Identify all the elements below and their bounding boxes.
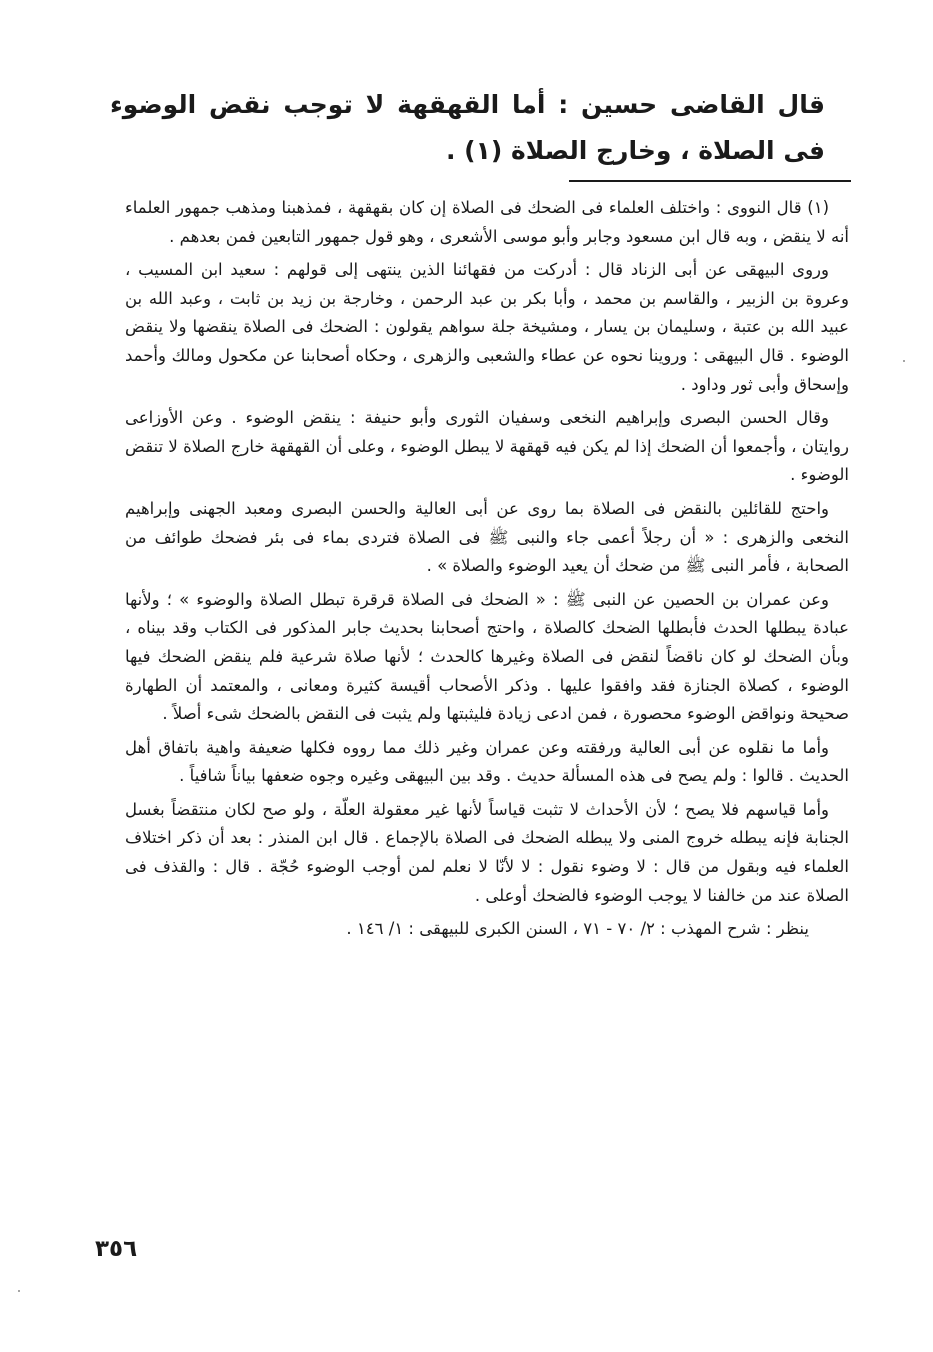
scan-speck xyxy=(903,360,905,362)
footnote-paragraph: (١) قال النووى : واختلف العلماء فى الضحك فى الصلاة إن كان بقهقهة ، فمذهبنا ومذهب جمهور العلماء أنه لا ينقض ، وبه قال ابن مسعود وجابر وأبو موسى الأشعرى ، وهو قول جمهور التابعين فمن بعدهم . xyxy=(125,198,849,246)
footnote-paragraph: وقال الحسن البصرى وإبراهيم النخعى وسفيان الثورى وأبو حنيفة : ينقض الوضوء . وعن الأوزاعى روايتان ، وأجمعوا أن الضحك إذا لم يكن فيه قهقهة لا يبطل الوضوء ، وعلى أن القهقهة خارج الصلاة لا تنقض الوضوء . xyxy=(125,408,849,485)
footnotes xyxy=(125,194,849,949)
page-number: ٣٥٦ xyxy=(95,1236,138,1262)
main-text: قال القاضى حسين : أما القهقهة لا توجب نقض الوضوء فى الصلاة ، وخارج الصلاة (١) . xyxy=(110,90,825,165)
footnote-reference: ينظر : شرح المهذب : ٢/ ٧٠ - ٧١ ، السنن الكبرى للبيهقى : ١/ ١٤٦ . xyxy=(346,919,809,939)
footnote-paragraph: وأما ما نقلوه عن أبى العالية ورفقته وعن عمران وغير ذلك مما رووه فكلها ضعيفة واهية باتفاق أهل الحديث . قالوا : ولم يصح فى هذه المسألة حديث . وقد بين البيهقى وغيره وجوه ضعفها بياناً شافياً . xyxy=(125,737,849,786)
footnote-paragraph: وأما قياسهم فلا يصح ؛ لأن الأحداث لا تثبت قياساً لأنها غير معقولة العلّة ، ولو صح لكان منتقضاً بغسل الجنابة فإنه يبطله خروج المنى ولا يبطله الضحك فى الصلاة بالإجماع . قال ابن المنذر : بعد أن ذكر اختلاف العلماء فيه وبقول من قال : لا وضوء نقول : لا لأنّا لا نعلم لمن أوجب الوضوء حُجّة . قال : والقذف فى الصلاة عند من خالفنا لا يوجب الوضوء فالضحك أوعلى . xyxy=(125,799,849,905)
footnote-paragraph: وعن عمران بن الحصين عن النبى ﷺ : « الضحك فى الصلاة قرقرة تبطل الصلاة والوضوء » ؛ ولأنها عبادة يبطلها الحدث فأبطلها الضحك كالصلاة ، واحتج أصحابنا بحديث جابر المذكور فى الكتاب وقد بيناه ، وبأن الضحك لو كان ناقضاً لنقض فى الصلاة وغيرها كالحدث ؛ لأنها صلاة شرعية فلم ينقض الضحك فيها الوضوء ، كصلاة الجنازة فقد وافقوا عليها . وذكر الأصحاب أقيسة كثيرة ومعانى ، والمعتمد أن الطهارة صحيحة ونواقض الوضوء محصورة ، فمن ادعى زيادة فليثبتها ولم يثبت فى النقض بالضحك شىء أصلاً . xyxy=(125,589,849,724)
footnote-paragraph: وروى البيهقى عن أبى الزناد قال : أدركت من فقهائنا الذين ينتهى إلى قولهم : سعيد ابن المسيب ، وعروة بن الزبير ، والقاسم بن محمد ، وأبا بكر بن عبد الرحمن ، وخارجة بن زيد بن ثابت ، وعبد الله بن عبيد الله بن عتبة ، وسليمان بن يسار ، ومشيخة جلة سواهم يقولون : الضحك فى الصلاة ينقضها ولا ينقض الوضوء . قال البيهقى : وروينا نحوه عن عطاء والشعبى والزهرى ، وحكاه أصحابنا عن مكحول ومالك وأحمد وإسحاق وأبى ثور وداود . xyxy=(125,260,849,394)
footnote-paragraph: واحتج للقائلين بالنقض فى الصلاة بما روى عن أبى العالية والحسن البصرى ومعبد الجهنى وإبراهيم النخعى والزهرى : « أن رجلاً أعمى جاء والنبى ﷺ فى الصلاة فتردى بماء فى بئر فضحك طوائف من الصحابة ، فأمر النبى ﷺ من ضحك أن يعيد الوضوء والصلاة » . xyxy=(125,498,849,576)
scan-speck xyxy=(18,1290,20,1292)
footnote-separator xyxy=(569,180,851,182)
